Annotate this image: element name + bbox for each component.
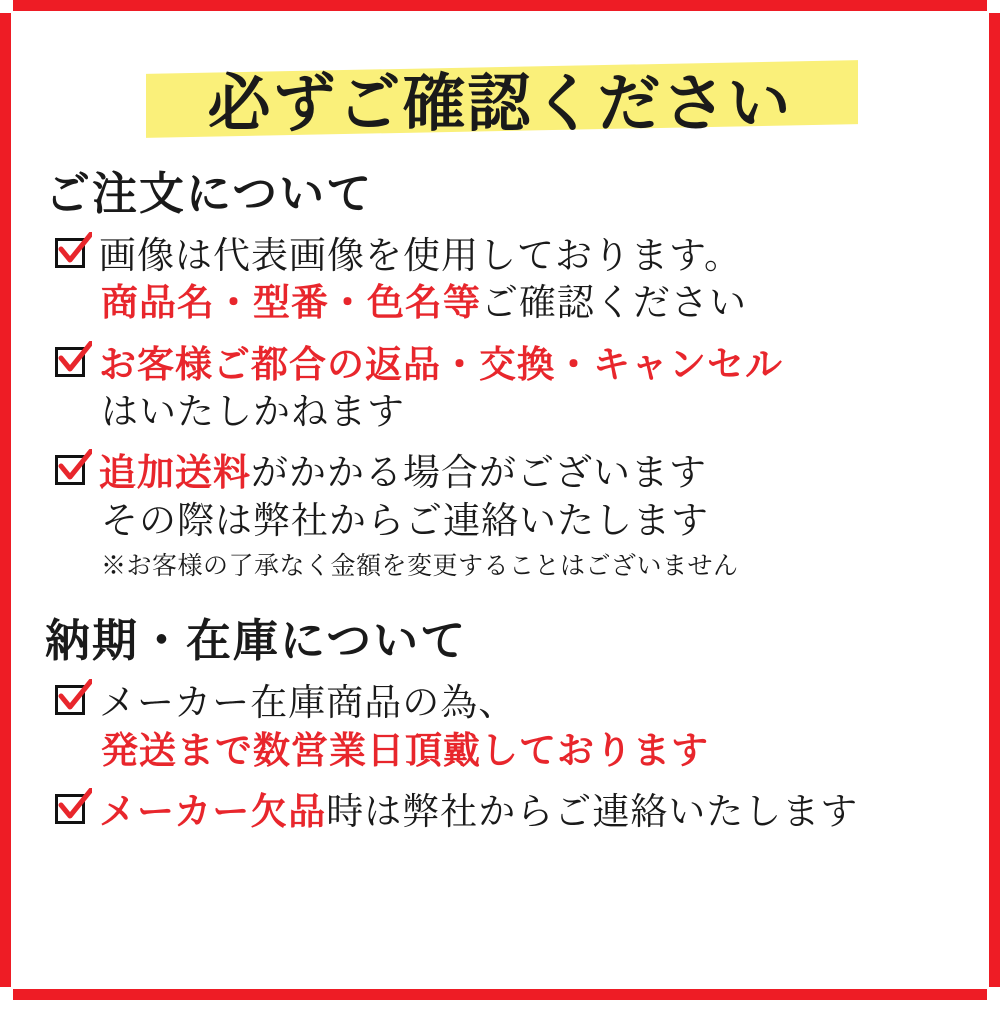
list-item <box>55 449 989 582</box>
list-item-text <box>99 449 989 582</box>
text-run: がかかる場合がございます <box>251 451 707 495</box>
checkbox-checked-icon <box>55 238 89 272</box>
page-title: 必ずご確認ください <box>207 66 793 140</box>
frame-border-top <box>0 0 1000 11</box>
list-item-text <box>99 341 989 436</box>
text-run: 画像は代表画像を使用しております。 <box>99 234 743 277</box>
text-run: 商品名・型番・色名等 <box>101 280 481 325</box>
list-item-text <box>99 679 989 774</box>
checkbox-checked-icon <box>55 685 89 719</box>
frame-corner-notch-bottom-left <box>0 987 13 1013</box>
checkbox-checked-icon <box>55 455 89 489</box>
frame-border-bottom <box>0 989 1000 1000</box>
list-item <box>55 679 989 774</box>
list-item-note: ※お客様の了承なく金額を変更することはございません <box>101 551 739 581</box>
section-delivery <box>11 604 989 835</box>
text-run: メーカー在庫商品の為、 <box>99 681 517 725</box>
text-run: ご確認ください <box>481 281 747 325</box>
checkbox-checked-icon <box>55 347 89 381</box>
frame-border-left <box>0 0 11 1000</box>
list-item <box>55 788 989 835</box>
section-order <box>11 157 989 582</box>
text-run: はいたしかねます <box>101 390 405 434</box>
list-item-text <box>99 788 989 835</box>
page-title-block <box>11 39 989 151</box>
text-run: 発送まで数営業日頂戴しております <box>101 727 709 772</box>
list-item <box>55 341 989 436</box>
section-order-heading: ご注文について <box>45 167 374 220</box>
list-item-text <box>99 232 989 327</box>
list-item <box>55 232 989 327</box>
checkbox-checked-icon <box>55 794 89 828</box>
text-run: お客様ご都合の返品・交換・キャンセル <box>99 341 783 386</box>
text-run: 追加送料 <box>99 450 251 495</box>
frame-border-right <box>989 0 1000 1000</box>
text-run: その際は弊社からご連絡いたします <box>101 498 709 542</box>
text-run: メーカー欠品 <box>99 788 327 833</box>
section-delivery-heading: 納期・在庫について <box>45 614 468 668</box>
notice-content <box>11 11 989 989</box>
frame-corner-notch-bottom-right <box>987 987 1000 1013</box>
text-run: 時は弊社からご連絡いたします <box>326 789 859 833</box>
